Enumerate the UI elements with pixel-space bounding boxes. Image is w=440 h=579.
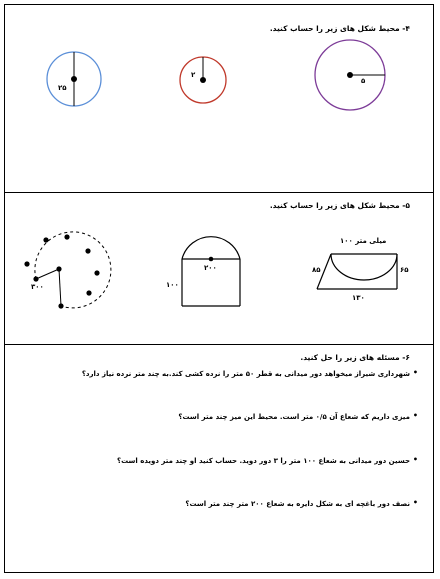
bullet-2: • bbox=[412, 411, 418, 420]
arch-top-label: ۲۰۰ bbox=[204, 264, 217, 272]
trapezoid-figure bbox=[312, 237, 409, 302]
sector-label: ۳۰۰ bbox=[31, 283, 44, 291]
problem-4: نصف دور باغچه ای به شکل دایره به شعاع ۲۰۰ متر چند متر است؟ bbox=[185, 500, 410, 508]
sector-figure bbox=[24, 232, 110, 309]
trapezoid-top-label: ۱۰۰ میلی متر bbox=[340, 237, 387, 245]
trapezoid-left-label: ۸۵ bbox=[312, 266, 321, 274]
question-4-title: ۴- محیط شکل های زیر را حساب کنید. bbox=[269, 24, 410, 33]
problem-2: میزی داریم که شعاع آن ۰/۵ متر است. محیط این میز چند متر است؟ bbox=[178, 413, 410, 421]
circle-figure-2 bbox=[180, 57, 226, 103]
bullet-3: • bbox=[412, 455, 418, 464]
problem-1: شهرداری شیراز میخواهد دور میدانی به قطر ۵۰ متر را نرده کشی کند.به چند متر نرده نیاز دارد؟ bbox=[81, 370, 410, 378]
trapezoid-bottom-label: ۱۳۰ bbox=[352, 294, 365, 302]
circle-figure-3 bbox=[315, 40, 385, 110]
bullet-1: • bbox=[412, 368, 418, 377]
question-5-title: ۵- محیط شکل های زیر را حساب کنید. bbox=[269, 201, 410, 210]
circle-3-label: ۵ bbox=[361, 77, 366, 85]
bullet-4: • bbox=[412, 498, 418, 507]
trapezoid-right-label: ۶۵ bbox=[400, 266, 409, 274]
arch-figure bbox=[166, 237, 240, 306]
problem-3: حسین دور میدانی به شعاع ۱۰۰ متر را ۳ دور دوید. حساب کنید او چند متر دویده است؟ bbox=[117, 457, 410, 465]
circle-figure-1 bbox=[47, 52, 101, 106]
arch-side-label: ۱۰۰ bbox=[166, 281, 179, 289]
circle-1-label: ۲۵ bbox=[58, 84, 67, 92]
circle-2-label: ۲ bbox=[191, 71, 196, 79]
question-6-title: ۶- مسئله های زیر را حل کنید. bbox=[300, 353, 410, 362]
